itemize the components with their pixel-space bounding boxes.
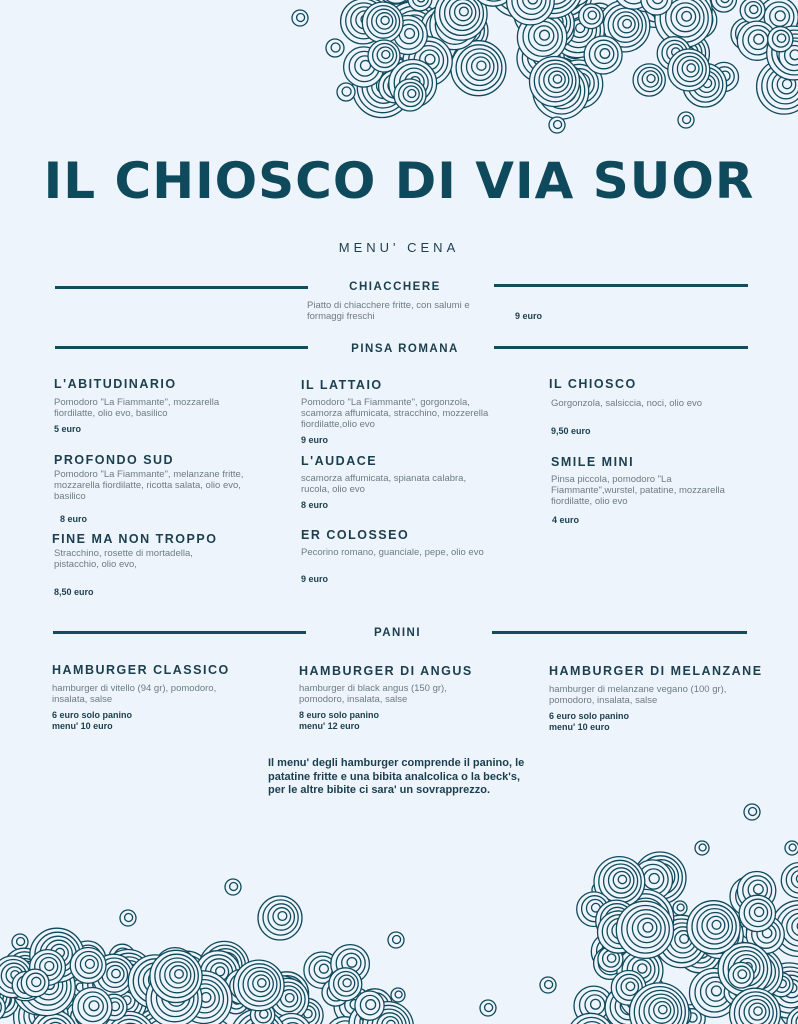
panino-item-name: HAMBURGER CLASSICO <box>52 663 230 677</box>
pinsa-item-price: 8 euro <box>60 514 88 524</box>
pinsa-item-name: IL LATTAIO <box>301 378 383 392</box>
pinsa-item-name: PROFONDO SUD <box>54 453 175 467</box>
pinsa-item-description: Pinsa piccola, pomodoro "La Fiammante",wurstel, patatine, mozzarella fiordilatte, olio evo <box>551 474 725 507</box>
panino-item-price: 6 euro solo panino <box>52 710 133 720</box>
page-title: IL CHIOSCO DI VIA SUOR <box>43 152 755 210</box>
panino-item-description: hamburger di melanzane vegano (100 gr), pomodoro, insalata, salse <box>549 684 727 706</box>
chiacchere-price: 9 euro <box>515 311 543 321</box>
pinsa-item-name: IL CHIOSCO <box>549 377 637 391</box>
section-divider-left <box>55 286 308 289</box>
panino-item-name: HAMBURGER DI ANGUS <box>299 664 473 678</box>
pinsa-item-name: L'ABITUDINARIO <box>54 377 177 391</box>
pinsa-item-price: 9 euro <box>301 435 329 445</box>
section-title-panini: PANINI <box>373 627 422 639</box>
pinsa-item-description: Pomodoro "La Fiammante", mozzarella fiordilatte, olio evo, basilico <box>54 397 220 419</box>
panino-item-menu-price: menu' 12 euro <box>299 721 360 731</box>
pinsa-item-name: FINE MA NON TROPPO <box>52 532 218 546</box>
pinsa-item-name: SMILE MINI <box>551 455 635 469</box>
panino-item-price: 6 euro solo panino <box>549 711 630 721</box>
chiacchere-description: Piatto di chiacchere fritte, con salumi e formaggi freschi <box>307 300 470 322</box>
pinsa-item-description: Pecorino romano, guanciale, pepe, olio evo <box>301 547 484 558</box>
pinsa-item-description: Pomodoro "La Fiammante", gorgonzola, scamorza affumicata, stracchino, mozzerella fiordilatte,olio evo <box>301 397 489 430</box>
section-title-chiacchere: CHIACCHERE <box>349 281 441 293</box>
section-divider-right <box>494 284 748 287</box>
panino-item-description: hamburger di black angus (150 gr), pomodoro, insalata, salse <box>299 683 447 705</box>
pinsa-item-price: 5 euro <box>54 424 82 434</box>
pinsa-item-price: 4 euro <box>552 515 580 525</box>
section-divider-left <box>53 631 306 634</box>
pinsa-item-description: Pomodoro "La Fiammante", melanzane fritte, mozzarella fiordilatte, ricotta salata, olio evo, basilico <box>54 469 244 502</box>
hamburger-menu-note: Il menu' degli hamburger comprende il panino, le patatine fritte e una bibita analcolica o la beck's, per le altre bibite ci sara' un sovrapprezzo. <box>268 757 525 796</box>
section-divider-right <box>492 631 747 634</box>
pinsa-item-description: scamorza affumicata, spianata calabra, rucola, olio evo <box>301 473 467 495</box>
section-title-pinsa-romana: PINSA ROMANA <box>351 343 459 355</box>
swirl-cluster-bottom-left-icon <box>0 928 413 1024</box>
panino-item-price: 8 euro solo panino <box>299 710 380 720</box>
pinsa-item-price: 8 euro <box>301 500 329 510</box>
pinsa-item-price: 9,50 euro <box>551 426 591 436</box>
pinsa-item-description: Stracchino, rosette di mortadella, pistacchio, olio evo, <box>54 548 193 570</box>
panino-item-description: hamburger di vitello (94 gr), pomodoro, insalata, salse <box>52 683 217 705</box>
panino-item-menu-price: menu' 10 euro <box>549 722 610 732</box>
panino-item-menu-price: menu' 10 euro <box>52 721 113 731</box>
pinsa-item-price: 8,50 euro <box>54 587 94 597</box>
pinsa-item-price: 9 euro <box>301 574 329 584</box>
section-divider-left <box>55 346 308 349</box>
section-divider-right <box>494 346 748 349</box>
panino-item-name: HAMBURGER DI MELANZANE <box>549 664 763 678</box>
pinsa-item-name: ER COLOSSEO <box>301 528 410 542</box>
pinsa-item-description: Gorgonzola, salsiccia, noci, olio evo <box>551 398 703 409</box>
menu-subtitle: MENU' CENA <box>338 240 460 255</box>
pinsa-item-name: L'AUDACE <box>301 454 378 468</box>
